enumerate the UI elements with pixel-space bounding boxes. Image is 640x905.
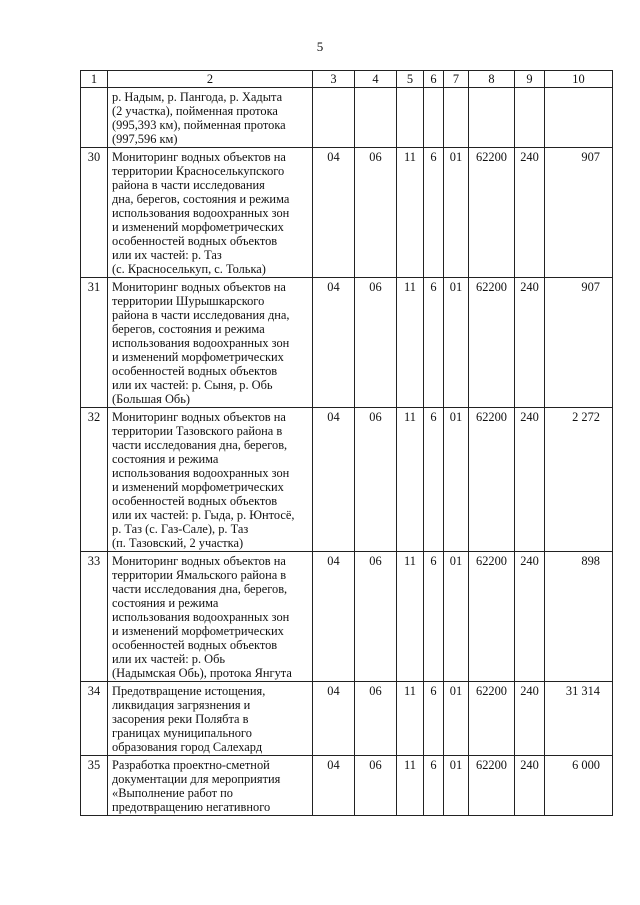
description-line: (Надымская Обь), протока Янгута (112, 666, 292, 680)
amount-cell: 31 314 (545, 682, 613, 756)
subsection-code-cell: 06 (355, 682, 397, 756)
description-line: берегов, состояния и режима (112, 322, 265, 336)
description-line: состояния и режима (112, 452, 219, 466)
direction-code-cell (469, 88, 515, 148)
subsection-code-cell (355, 88, 397, 148)
subsection-code-cell: 06 (355, 408, 397, 552)
description-cell (108, 756, 313, 816)
subprogram-code-cell: 6 (424, 552, 444, 682)
subprogram-code-cell: 6 (424, 148, 444, 278)
description-line: р. Таз (с. Газ-Сале), р. Таз (112, 522, 249, 536)
subprogram-code-cell: 6 (424, 408, 444, 552)
event-code-cell (444, 88, 469, 148)
description-cell (108, 682, 313, 756)
expense-type-cell: 240 (515, 278, 545, 408)
row-number-cell (81, 88, 108, 148)
section-code-cell: 04 (313, 408, 355, 552)
row-number-cell: 34 (81, 682, 108, 756)
page-number: 5 (316, 39, 324, 54)
header-row (81, 71, 613, 88)
table-row (81, 552, 613, 682)
subprogram-code-cell: 6 (424, 278, 444, 408)
header-cell: 5 (397, 71, 424, 88)
expense-type-cell (515, 88, 545, 148)
section-code-cell: 04 (313, 682, 355, 756)
section-code-cell: 04 (313, 148, 355, 278)
subprogram-code-cell: 6 (424, 756, 444, 816)
section-code-cell (313, 88, 355, 148)
expense-type-cell: 240 (515, 682, 545, 756)
event-code-cell: 01 (444, 756, 469, 816)
subprogram-code-cell: 6 (424, 682, 444, 756)
description-line: состояния и режима (112, 596, 219, 610)
program-code-cell: 11 (397, 552, 424, 682)
description-line: дна, берегов, состояния и режима (112, 192, 290, 206)
header-cell: 7 (444, 71, 469, 88)
subsection-code-cell: 06 (355, 552, 397, 682)
expense-type-cell: 240 (515, 148, 545, 278)
description-line: территории Красноселькупского (112, 164, 285, 178)
table-row (81, 756, 613, 816)
description-line: и изменений морфометрических (112, 480, 284, 494)
direction-code-cell: 62200 (469, 278, 515, 408)
description-line: территории Ямальского района в (112, 568, 287, 582)
section-code-cell: 04 (313, 552, 355, 682)
amount-cell: 898 (545, 552, 613, 682)
description-line: документации для мероприятия (112, 772, 281, 786)
description-line: использования водоохранных зон (112, 466, 290, 480)
event-code-cell: 01 (444, 148, 469, 278)
table-row (81, 148, 613, 278)
direction-code-cell: 62200 (469, 408, 515, 552)
direction-code-cell: 62200 (469, 682, 515, 756)
direction-code-cell: 62200 (469, 756, 515, 816)
amount-cell: 2 272 (545, 408, 613, 552)
description-line: части исследования дна, берегов, (112, 438, 288, 452)
description-line: и изменений морфометрических (112, 350, 284, 364)
expense-type-cell: 240 (515, 408, 545, 552)
description-line: (2 участка), пойменная протока (112, 104, 278, 118)
program-code-cell (397, 88, 424, 148)
row-number-cell: 32 (81, 408, 108, 552)
expense-type-cell: 240 (515, 552, 545, 682)
description-line: использования водоохранных зон (112, 336, 290, 350)
description-line: района в части исследования дна, (112, 308, 290, 322)
description-line: использования водоохранных зон (112, 206, 290, 220)
description-line: ликвидация загрязнения и (112, 698, 251, 712)
description-line: (п. Тазовский, 2 участка) (112, 536, 244, 550)
event-code-cell: 01 (444, 682, 469, 756)
description-line: и изменений морфометрических (112, 220, 284, 234)
description-line: или их частей: р. Обь (112, 652, 226, 666)
budget-table (80, 70, 613, 816)
amount-cell: 907 (545, 278, 613, 408)
direction-code-cell: 62200 (469, 148, 515, 278)
description-line: территории Тазовского района в (112, 424, 283, 438)
table-row (81, 88, 613, 148)
description-line: засорения реки Полябта в (112, 712, 249, 726)
description-line: (995,393 км), пойменная протока (112, 118, 286, 132)
description-line: границах муниципального (112, 726, 252, 740)
program-code-cell: 11 (397, 408, 424, 552)
description-line: Разработка проектно-сметной (112, 758, 270, 772)
subprogram-code-cell (424, 88, 444, 148)
header-cell: 4 (355, 71, 397, 88)
description-line: части исследования дна, берегов, (112, 582, 288, 596)
description-line: особенностей водных объектов (112, 638, 278, 652)
description-cell (108, 88, 313, 148)
event-code-cell: 01 (444, 278, 469, 408)
header-cell: 2 (108, 71, 313, 88)
expense-type-cell: 240 (515, 756, 545, 816)
description-cell (108, 148, 313, 278)
program-code-cell: 11 (397, 278, 424, 408)
description-cell (108, 278, 313, 408)
description-line: использования водоохранных зон (112, 610, 290, 624)
section-code-cell: 04 (313, 278, 355, 408)
header-cell: 8 (469, 71, 515, 88)
description-cell (108, 552, 313, 682)
program-code-cell: 11 (397, 756, 424, 816)
event-code-cell: 01 (444, 408, 469, 552)
section-code-cell: 04 (313, 756, 355, 816)
description-line: и изменений морфометрических (112, 624, 284, 638)
description-line: образования город Салехард (112, 740, 263, 754)
row-number-cell: 33 (81, 552, 108, 682)
description-line: территории Шурышкарского (112, 294, 265, 308)
table-row (81, 408, 613, 552)
description-line: или их частей: р. Гыда, р. Юнтосё, (112, 508, 295, 522)
description-line: или их частей: р. Сыня, р. Обь (112, 378, 273, 392)
direction-code-cell: 62200 (469, 552, 515, 682)
description-line: Мониторинг водных объектов на (112, 410, 286, 424)
program-code-cell: 11 (397, 682, 424, 756)
amount-cell: 6 000 (545, 756, 613, 816)
row-number-cell: 31 (81, 278, 108, 408)
description-line: «Выполнение работ по (112, 786, 233, 800)
description-line: особенностей водных объектов (112, 234, 278, 248)
description-line: (с. Красноселькуп, с. Толька) (112, 262, 266, 276)
description-line: Предотвращение истощения, (112, 684, 266, 698)
header-cell: 10 (545, 71, 613, 88)
header-cell: 3 (313, 71, 355, 88)
description-line: (997,596 км) (112, 132, 178, 146)
description-line: предотвращению негативного (112, 800, 271, 814)
event-code-cell: 01 (444, 552, 469, 682)
subsection-code-cell: 06 (355, 148, 397, 278)
subsection-code-cell: 06 (355, 756, 397, 816)
description-line: особенностей водных объектов (112, 494, 278, 508)
description-cell (108, 408, 313, 552)
header-cell: 9 (515, 71, 545, 88)
amount-cell: 907 (545, 148, 613, 278)
header-cell: 6 (424, 71, 444, 88)
description-line: Мониторинг водных объектов на (112, 554, 286, 568)
row-number-cell: 35 (81, 756, 108, 816)
description-line: Мониторинг водных объектов на (112, 280, 286, 294)
description-line: Мониторинг водных объектов на (112, 150, 286, 164)
header-cell: 1 (81, 71, 108, 88)
table-row (81, 278, 613, 408)
description-line: р. Надым, р. Пангода, р. Хадыта (112, 90, 283, 104)
amount-cell (545, 88, 613, 148)
table-row (81, 682, 613, 756)
description-line: или их частей: р. Таз (112, 248, 222, 262)
table-body (81, 71, 613, 816)
description-line: особенностей водных объектов (112, 364, 278, 378)
row-number-cell: 30 (81, 148, 108, 278)
subsection-code-cell: 06 (355, 278, 397, 408)
program-code-cell: 11 (397, 148, 424, 278)
description-line: (Большая Обь) (112, 392, 190, 406)
description-line: района в части исследования (112, 178, 265, 192)
